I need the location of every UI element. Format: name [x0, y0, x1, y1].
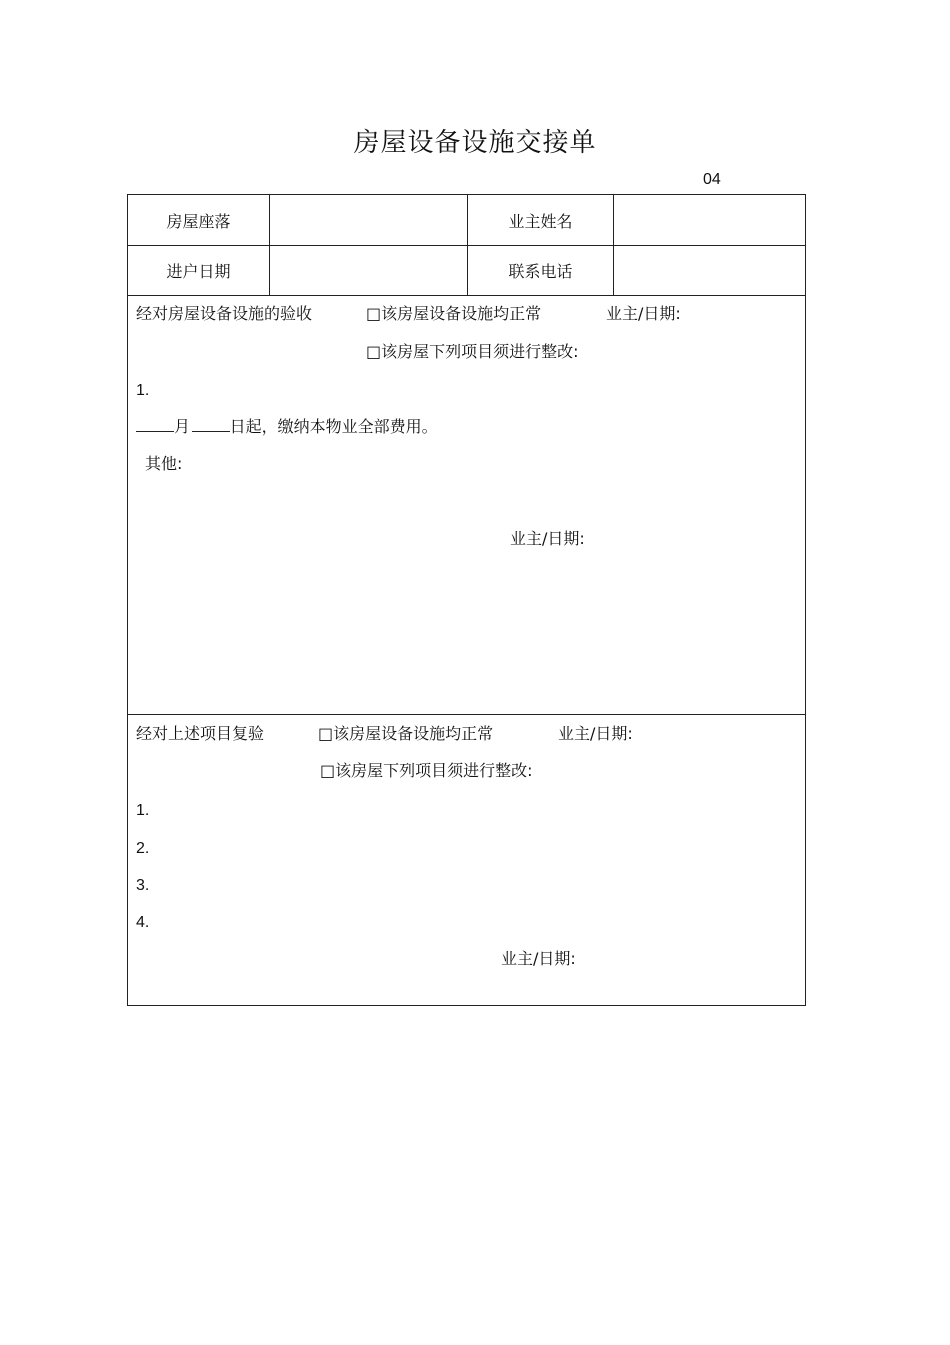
day-text: 日起，缴纳本物业全部费用。	[229, 417, 438, 436]
month-label: 月	[174, 417, 191, 436]
reinspection-signature: 业主/日期:	[501, 949, 576, 968]
location-field[interactable]	[270, 195, 468, 245]
day-blank[interactable]	[192, 417, 230, 432]
reinspection-section	[128, 715, 805, 1005]
inspection-item-1: 1.	[136, 382, 150, 399]
reinspection-item-3: 3.	[136, 877, 150, 894]
header-row-1	[128, 195, 805, 246]
reinspection-option-normal[interactable]: □该房屋设备设施均正常	[318, 724, 494, 743]
form-number: 04	[703, 171, 721, 188]
other-label: 其他:	[145, 454, 183, 473]
location-label: 房屋座落	[128, 195, 270, 245]
reinspection-intro: 经对上述项目复验	[136, 724, 265, 743]
inspection-option-normal[interactable]: □该房屋设备设施均正常	[366, 304, 542, 323]
header-row-2	[128, 246, 805, 296]
inspection-signature: 业主/日期:	[510, 529, 585, 548]
move-in-date-field[interactable]	[270, 246, 468, 295]
reinspection-item-2: 2.	[136, 840, 150, 857]
inspection-owner-date: 业主/日期:	[606, 304, 681, 323]
phone-label: 联系电话	[468, 246, 614, 295]
reinspection-item-4: 4.	[136, 914, 150, 931]
reinspection-owner-date: 业主/日期:	[558, 724, 633, 743]
inspection-intro: 经对房屋设备设施的验收	[136, 304, 313, 323]
move-in-date-label: 进户日期	[128, 246, 270, 295]
inspection-section	[128, 296, 805, 715]
reinspection-item-1: 1.	[136, 802, 150, 819]
handover-form-table	[127, 194, 806, 1006]
phone-field[interactable]	[614, 246, 805, 295]
fee-start-line	[136, 417, 438, 437]
month-blank[interactable]	[136, 417, 174, 432]
owner-name-label: 业主姓名	[468, 195, 614, 245]
inspection-option-rectify[interactable]: □该房屋下列项目须进行整改:	[366, 342, 579, 361]
form-title: 房屋设备设施交接单	[353, 128, 597, 158]
reinspection-option-rectify[interactable]: □该房屋下列项目须进行整改:	[320, 761, 533, 780]
owner-name-field[interactable]	[614, 195, 805, 245]
